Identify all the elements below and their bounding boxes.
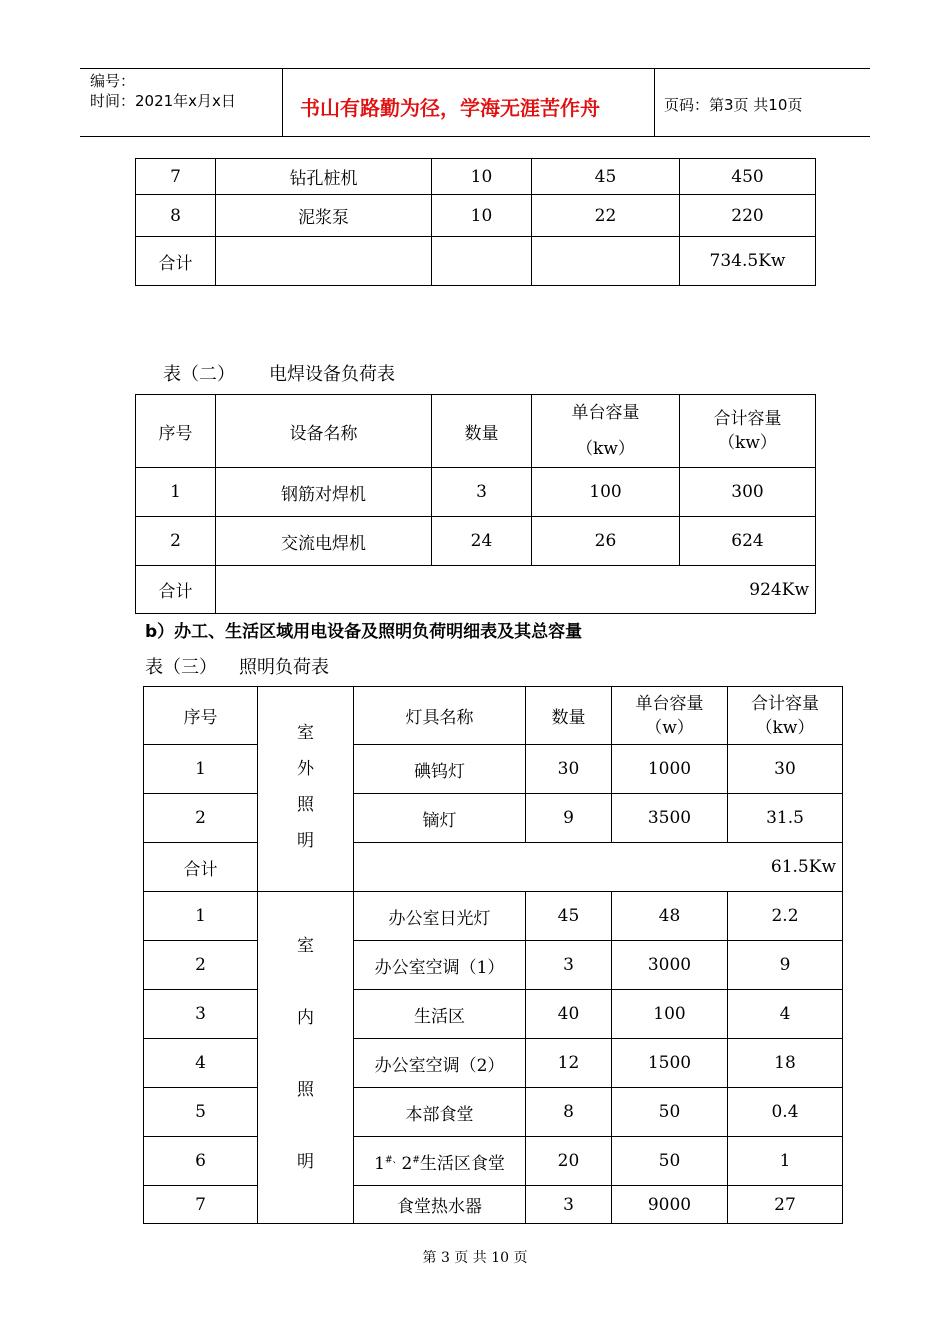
header-row bbox=[136, 395, 816, 468]
cell-total-capacity: 30 bbox=[728, 745, 843, 794]
table-row bbox=[144, 745, 843, 794]
equipment-table-continued bbox=[135, 158, 816, 286]
col-header-unit-capacity-line2: （w） bbox=[645, 717, 694, 738]
cell-name: 碘钨灯 bbox=[354, 745, 526, 794]
outdoor-label-char: 照 bbox=[297, 795, 314, 815]
cell-name: 办公室空调（1） bbox=[354, 941, 526, 990]
table-row bbox=[144, 794, 843, 843]
total-value: 924Kw bbox=[216, 566, 816, 614]
table-row bbox=[144, 941, 843, 990]
empty-cell bbox=[532, 237, 680, 286]
indoor-lighting-label bbox=[258, 892, 354, 1224]
table-row bbox=[144, 990, 843, 1039]
page-info-label: 页码：第3页 共10页 bbox=[664, 96, 803, 114]
total-value: 61.5Kw bbox=[354, 843, 843, 892]
cell-unit-capacity: 48 bbox=[612, 892, 728, 941]
page-footer: 第 3 页 共 10 页 bbox=[422, 1250, 528, 1266]
table-row bbox=[144, 1186, 843, 1224]
col-header-name: 灯具名称 bbox=[354, 687, 526, 745]
col-header-name: 设备名称 bbox=[216, 395, 432, 468]
cell-name: 钻孔桩机 bbox=[216, 159, 432, 195]
cell-unit-capacity: 9000 bbox=[612, 1186, 728, 1224]
cell-name: 生活区 bbox=[354, 990, 526, 1039]
col-header-total-capacity bbox=[728, 687, 843, 745]
col-header-total-capacity-line1: 合计容量 bbox=[751, 693, 819, 714]
total-label: 合计 bbox=[136, 237, 216, 286]
indoor-label-char: 照 bbox=[297, 1080, 314, 1100]
total-row bbox=[136, 566, 816, 614]
doc-time-label: 时间：2021年x月x日 bbox=[90, 92, 236, 110]
cell-num: 5 bbox=[144, 1088, 258, 1137]
cell-name: 交流电焊机 bbox=[216, 517, 432, 566]
cell-total-capacity: 0.4 bbox=[728, 1088, 843, 1137]
table3-caption bbox=[145, 653, 329, 679]
cell-name: 镝灯 bbox=[354, 794, 526, 843]
cell-total-capacity: 18 bbox=[728, 1039, 843, 1088]
col-header-unit-capacity-line1: 单台容量 bbox=[571, 403, 640, 423]
cell-unit-capacity: 3000 bbox=[612, 941, 728, 990]
table-row bbox=[136, 468, 816, 517]
cell-unit-capacity: 1000 bbox=[612, 745, 728, 794]
cell-name: 泥浆泵 bbox=[216, 195, 432, 237]
indoor-label-char: 室 bbox=[297, 936, 314, 956]
outdoor-label-char: 外 bbox=[297, 759, 314, 779]
header-motto: 书山有路勤为径，学海无涯苦作舟 bbox=[300, 96, 600, 120]
cell-qty: 30 bbox=[526, 745, 612, 794]
indoor-label-char: 明 bbox=[297, 1152, 314, 1172]
cell-num: 4 bbox=[144, 1039, 258, 1088]
col-header-total-capacity-line2: （kw） bbox=[718, 433, 777, 453]
total-label: 合计 bbox=[136, 566, 216, 614]
cell-total-capacity: 31.5 bbox=[728, 794, 843, 843]
outdoor-lighting-label bbox=[258, 687, 354, 892]
cell-total-capacity: 624 bbox=[680, 517, 816, 566]
table-row bbox=[144, 892, 843, 941]
col-header-total-capacity-line1: 合计容量 bbox=[713, 409, 782, 429]
doc-number-label: 编号： bbox=[90, 72, 136, 90]
col-header-unit-capacity-line2: （kw） bbox=[576, 439, 635, 459]
cell-name bbox=[354, 1137, 526, 1186]
cell-unit-capacity: 100 bbox=[612, 990, 728, 1039]
table3-caption-num: 表（三） bbox=[145, 657, 217, 678]
cell-name: 办公室日光灯 bbox=[354, 892, 526, 941]
cell-total-capacity: 450 bbox=[680, 159, 816, 195]
cell-num: 2 bbox=[136, 517, 216, 566]
cell-unit-capacity: 3500 bbox=[612, 794, 728, 843]
table3-caption-title: 照明负荷表 bbox=[239, 657, 329, 678]
cell-num: 6 bbox=[144, 1137, 258, 1186]
cell-qty: 3 bbox=[432, 468, 532, 517]
cell-qty: 3 bbox=[526, 1186, 612, 1224]
cell-total-capacity: 220 bbox=[680, 195, 816, 237]
cell-total-capacity: 4 bbox=[728, 990, 843, 1039]
cell-qty: 40 bbox=[526, 990, 612, 1039]
table2-caption-num: 表（二） bbox=[163, 364, 235, 385]
col-header-num: 序号 bbox=[136, 395, 216, 468]
section-b-heading: b）办工、生活区域用电设备及照明负荷明细表及其总容量 bbox=[145, 622, 583, 642]
cell-qty: 20 bbox=[526, 1137, 612, 1186]
header-top-line bbox=[80, 68, 870, 69]
table-row bbox=[136, 517, 816, 566]
cell-num: 3 bbox=[144, 990, 258, 1039]
cell-total-capacity: 27 bbox=[728, 1186, 843, 1224]
cell-total-capacity: 9 bbox=[728, 941, 843, 990]
cell-unit-capacity: 100 bbox=[532, 468, 680, 517]
col-header-qty: 数量 bbox=[432, 395, 532, 468]
table2-caption-title: 电焊设备负荷表 bbox=[269, 364, 395, 385]
cell-total-capacity: 2.2 bbox=[728, 892, 843, 941]
table-row bbox=[144, 1039, 843, 1088]
cell-num: 2 bbox=[144, 794, 258, 843]
col-header-num: 序号 bbox=[144, 687, 258, 745]
cell-num: 2 bbox=[144, 941, 258, 990]
cell-qty: 3 bbox=[526, 941, 612, 990]
cell-total-capacity: 1 bbox=[728, 1137, 843, 1186]
cell-qty: 24 bbox=[432, 517, 532, 566]
cell-unit-capacity: 45 bbox=[532, 159, 680, 195]
cell-num: 1 bbox=[144, 892, 258, 941]
cell-num: 7 bbox=[144, 1186, 258, 1224]
canteen-sup-a: #、 bbox=[384, 1154, 402, 1165]
outdoor-label-char: 明 bbox=[297, 831, 314, 851]
col-header-unit-capacity-line1: 单台容量 bbox=[635, 693, 704, 714]
cell-unit-capacity: 50 bbox=[612, 1137, 728, 1186]
cell-unit-capacity: 1500 bbox=[612, 1039, 728, 1088]
cell-qty: 9 bbox=[526, 794, 612, 843]
col-header-unit-capacity bbox=[532, 395, 680, 468]
cell-num: 8 bbox=[136, 195, 216, 237]
header-row bbox=[144, 687, 843, 745]
header-divider-right bbox=[654, 68, 655, 136]
cell-num: 7 bbox=[136, 159, 216, 195]
header-divider-left bbox=[282, 68, 283, 136]
cell-num: 1 bbox=[144, 745, 258, 794]
total-value: 734.5Kw bbox=[680, 237, 816, 286]
cell-name: 钢筋对焊机 bbox=[216, 468, 432, 517]
canteen-part-a: 1 bbox=[374, 1153, 385, 1174]
table-row bbox=[144, 1137, 843, 1186]
welding-load-table bbox=[135, 394, 816, 614]
canteen-sup-b: # bbox=[412, 1154, 420, 1165]
total-row bbox=[136, 237, 816, 286]
col-header-total-capacity-line2: （kw） bbox=[755, 717, 815, 738]
empty-cell bbox=[432, 237, 532, 286]
cell-unit-capacity: 26 bbox=[532, 517, 680, 566]
cell-name: 办公室空调（2） bbox=[354, 1039, 526, 1088]
total-label: 合计 bbox=[144, 843, 258, 892]
total-row bbox=[144, 843, 843, 892]
col-header-total-capacity bbox=[680, 395, 816, 468]
header-bottom-line bbox=[80, 136, 870, 137]
indoor-label-char: 内 bbox=[297, 1008, 314, 1028]
table-row bbox=[136, 159, 816, 195]
table-row bbox=[144, 1088, 843, 1137]
empty-cell bbox=[216, 237, 432, 286]
col-header-unit-capacity bbox=[612, 687, 728, 745]
cell-unit-capacity: 50 bbox=[612, 1088, 728, 1137]
cell-num: 1 bbox=[136, 468, 216, 517]
cell-qty: 45 bbox=[526, 892, 612, 941]
table2-caption bbox=[163, 360, 395, 386]
outdoor-label-char: 室 bbox=[297, 723, 314, 743]
cell-unit-capacity: 22 bbox=[532, 195, 680, 237]
cell-qty: 8 bbox=[526, 1088, 612, 1137]
cell-qty: 10 bbox=[432, 195, 532, 237]
cell-qty: 12 bbox=[526, 1039, 612, 1088]
lighting-load-table bbox=[143, 686, 843, 1224]
cell-name: 本部食堂 bbox=[354, 1088, 526, 1137]
cell-name: 食堂热水器 bbox=[354, 1186, 526, 1224]
cell-qty: 10 bbox=[432, 159, 532, 195]
canteen-part-c: 生活区食堂 bbox=[419, 1153, 505, 1174]
table-row bbox=[136, 195, 816, 237]
cell-total-capacity: 300 bbox=[680, 468, 816, 517]
col-header-qty: 数量 bbox=[526, 687, 612, 745]
canteen-part-b: 2 bbox=[401, 1153, 413, 1174]
